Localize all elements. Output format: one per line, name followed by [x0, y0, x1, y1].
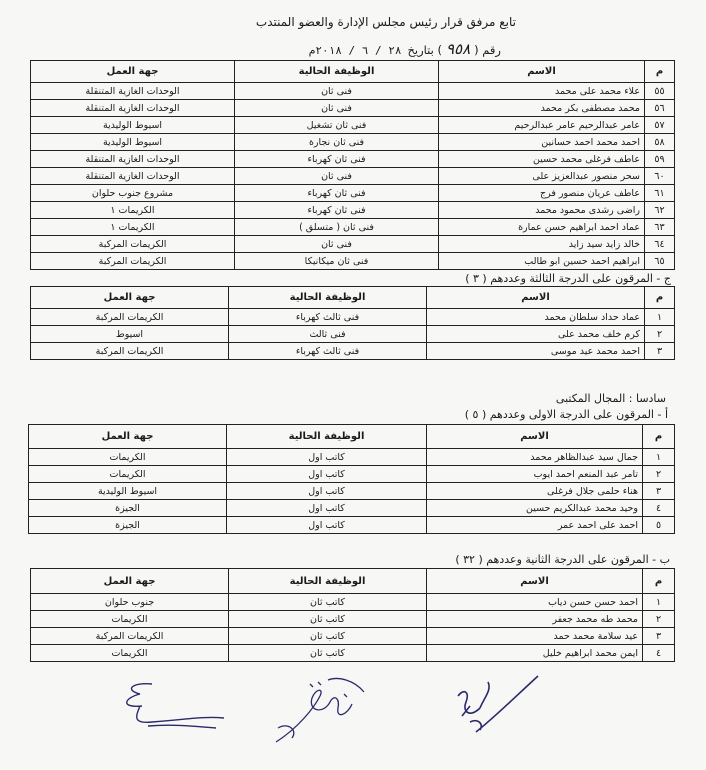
current-job: فنى ثان كهرباء	[235, 185, 439, 202]
employee-name: ايمن محمد ابراهيم خليل	[427, 645, 643, 662]
employee-name: علاء محمد على محمد	[439, 83, 645, 100]
employee-name: كرم خلف محمد على	[427, 326, 645, 343]
date-label: ) بتاريخ	[407, 43, 442, 57]
row-number: ٢	[643, 611, 675, 628]
current-job: كاتب اول	[227, 483, 427, 500]
clerical-first-grade-table	[28, 424, 675, 534]
row-number: ٣	[643, 483, 675, 500]
current-job: كاتب ثان	[229, 628, 427, 645]
table-row	[31, 100, 675, 117]
work-location: الكريمات المركبة	[31, 309, 229, 326]
work-location: الجيزة	[29, 500, 227, 517]
row-number: ٣	[645, 343, 675, 360]
work-location: الكريمات	[29, 466, 227, 483]
section-b-heading: ب - المرقون على الدرجة الثانية وعددهم ( ٣٢ )	[455, 553, 670, 566]
table-row	[31, 168, 675, 185]
section-c-heading: ج - المرقون على الدرجة الثالثة وعددهم ( ٣ )	[465, 272, 671, 285]
table-row	[29, 483, 675, 500]
current-job: فنى ثالث كهرباء	[229, 309, 427, 326]
employee-name: عاطف فرغلى محمد حسين	[439, 151, 645, 168]
work-location: الوحدات الغازية المتنقلة	[31, 100, 235, 117]
work-location: اسيوط الوليدية	[31, 134, 235, 151]
current-job: فنى ثان كهرباء	[235, 151, 439, 168]
table-row	[31, 343, 675, 360]
row-number: ٥٦	[645, 100, 675, 117]
col-job-header: الوظيفة الحالية	[229, 569, 427, 594]
row-number: ٦٠	[645, 168, 675, 185]
current-job: كاتب اول	[227, 500, 427, 517]
employee-name: عماد احمد ابراهيم حسن عمارة	[439, 219, 645, 236]
table-row	[31, 326, 675, 343]
current-job: كاتب اول	[227, 517, 427, 534]
employee-name: وحيد محمد عبدالكريم حسين	[427, 500, 643, 517]
work-location: اسيوط الوليدية	[31, 117, 235, 134]
current-job: فنى ثان	[235, 168, 439, 185]
table-row	[31, 309, 675, 326]
work-location: الكريمات ١	[31, 219, 235, 236]
current-job: فنى ثالث	[229, 326, 427, 343]
row-number: ٥٨	[645, 134, 675, 151]
employee-name: عاطف عريان منصور فرج	[439, 185, 645, 202]
table-row	[31, 185, 675, 202]
employee-name: عماد حداد سلطان محمد	[427, 309, 645, 326]
employee-name: عامر عبدالرحيم عامر عبدالرحيم	[439, 117, 645, 134]
col-place-header: جهة العمل	[29, 425, 227, 449]
work-location: اسيوط	[31, 326, 229, 343]
employee-name: جمال سيد عبدالظاهر محمد	[427, 449, 643, 466]
employee-name: احمد محمد احمد حسانين	[439, 134, 645, 151]
current-job: فنى ثان	[235, 236, 439, 253]
current-job: فنى ثان ( متسلق )	[235, 219, 439, 236]
col-job-header: الوظيفة الحالية	[235, 61, 439, 83]
table-row	[31, 253, 675, 270]
table-row	[31, 219, 675, 236]
current-job: فنى ثان	[235, 100, 439, 117]
row-number: ٥٧	[645, 117, 675, 134]
current-job: فنى ثان	[235, 83, 439, 100]
table-row	[31, 645, 675, 662]
work-location: الكريمات	[29, 449, 227, 466]
table-row	[31, 628, 675, 645]
decision-number: ٩٥٨	[445, 40, 471, 58]
clerical-second-grade-table	[30, 568, 675, 662]
technical-second-grade-table	[30, 60, 675, 270]
row-number: ٤	[643, 500, 675, 517]
work-location: الكريمات المركبة	[31, 253, 235, 270]
work-location: جنوب حلوان	[31, 594, 229, 611]
table-row	[31, 611, 675, 628]
employee-name: احمد حسن حسن دياب	[427, 594, 643, 611]
current-job: كاتب ثان	[229, 611, 427, 628]
employee-name: ابراهيم احمد حسين ابو طالب	[439, 253, 645, 270]
signature-left	[112, 676, 232, 736]
table-row	[29, 500, 675, 517]
signature-middle	[268, 668, 378, 748]
employee-name: احمد على احمد عمر	[427, 517, 643, 534]
employee-name: هناء حلمى جلال فرغلى	[427, 483, 643, 500]
row-number: ٥٩	[645, 151, 675, 168]
number-label: رقم (	[474, 43, 501, 57]
table-row	[31, 594, 675, 611]
col-name-header: الاسم	[439, 61, 645, 83]
col-place-header: جهة العمل	[31, 61, 235, 83]
current-job: فنى ثالث كهرباء	[229, 343, 427, 360]
work-location: اسيوط الوليدية	[29, 483, 227, 500]
employee-name: عيد سلامة محمد حمد	[427, 628, 643, 645]
table-row	[31, 202, 675, 219]
work-location: مشروع جنوب حلوان	[31, 185, 235, 202]
row-number: ٦٥	[645, 253, 675, 270]
section-a-heading: أ - المرقون على الدرجة الاولى وعددهم ( ٥ )	[464, 408, 668, 421]
col-job-header: الوظيفة الحالية	[229, 287, 427, 309]
table-row	[31, 117, 675, 134]
work-location: الكريمات ١	[31, 202, 235, 219]
row-number: ٤	[643, 645, 675, 662]
current-job: فنى ثان نجارة	[235, 134, 439, 151]
current-job: فنى ثان ميكانيكا	[235, 253, 439, 270]
row-number: ٢	[645, 326, 675, 343]
row-number: ٦٣	[645, 219, 675, 236]
col-place-header: جهة العمل	[31, 287, 229, 309]
work-location: الكريمات المركبة	[31, 343, 229, 360]
work-location: الكريمات	[31, 611, 229, 628]
row-number: ٣	[643, 628, 675, 645]
table-row	[31, 83, 675, 100]
current-job: فنى ثان كهرباء	[235, 202, 439, 219]
col-num-header: م	[643, 569, 675, 594]
employee-name: محمد طه محمد جعفر	[427, 611, 643, 628]
work-location: الكريمات	[31, 645, 229, 662]
employee-name: خالد زايد سيد زايد	[439, 236, 645, 253]
table-row	[29, 466, 675, 483]
current-job: كاتب اول	[227, 466, 427, 483]
work-location: الوحدات الغازية المتنقلة	[31, 168, 235, 185]
employee-name: محمد مصطفى بكر محمد	[439, 100, 645, 117]
row-number: ٢	[643, 466, 675, 483]
row-number: ٥٥	[645, 83, 675, 100]
table-row	[29, 449, 675, 466]
decision-date: ٢٨ / ٦ / ٢٠١٨م	[308, 44, 402, 57]
row-number: ٥	[643, 517, 675, 534]
current-job: فنى ثان تشغيل	[235, 117, 439, 134]
work-location: الكريمات المركبة	[31, 628, 229, 645]
table-row	[31, 134, 675, 151]
row-number: ٦٢	[645, 202, 675, 219]
section-six-heading: سادسا : المجال المكتبى	[555, 392, 666, 405]
work-location: الوحدات الغازية المتنقلة	[31, 83, 235, 100]
row-number: ٦١	[645, 185, 675, 202]
col-job-header: الوظيفة الحالية	[227, 425, 427, 449]
col-num-header: م	[645, 61, 675, 83]
document-title: تابع مرفق قرار رئيس مجلس الإدارة والعضو المنتدب	[255, 15, 516, 29]
row-number: ٦٤	[645, 236, 675, 253]
work-location: الوحدات الغازية المتنقلة	[31, 151, 235, 168]
row-number: ١	[643, 449, 675, 466]
table-row	[31, 151, 675, 168]
table-row	[29, 517, 675, 534]
work-location: الجيزة	[29, 517, 227, 534]
employee-name: احمد محمد عيد موسى	[427, 343, 645, 360]
col-name-header: الاسم	[427, 425, 643, 449]
current-job: كاتب اول	[227, 449, 427, 466]
work-location: الكريمات المركبة	[31, 236, 235, 253]
col-num-header: م	[643, 425, 675, 449]
col-name-header: الاسم	[427, 569, 643, 594]
decision-reference	[309, 40, 501, 58]
row-number: ١	[645, 309, 675, 326]
table-row	[31, 236, 675, 253]
employee-name: سحر منصور عبدالعزيز على	[439, 168, 645, 185]
current-job: كاتب ثان	[229, 645, 427, 662]
current-job: كاتب ثان	[229, 594, 427, 611]
row-number: ١	[643, 594, 675, 611]
col-place-header: جهة العمل	[31, 569, 229, 594]
col-num-header: م	[645, 287, 675, 309]
employee-name: تامر عبد المنعم احمد ايوب	[427, 466, 643, 483]
col-name-header: الاسم	[427, 287, 645, 309]
signature-right	[440, 668, 550, 738]
employee-name: راضى رشدى محمود محمد	[439, 202, 645, 219]
technical-third-grade-table	[30, 286, 675, 360]
